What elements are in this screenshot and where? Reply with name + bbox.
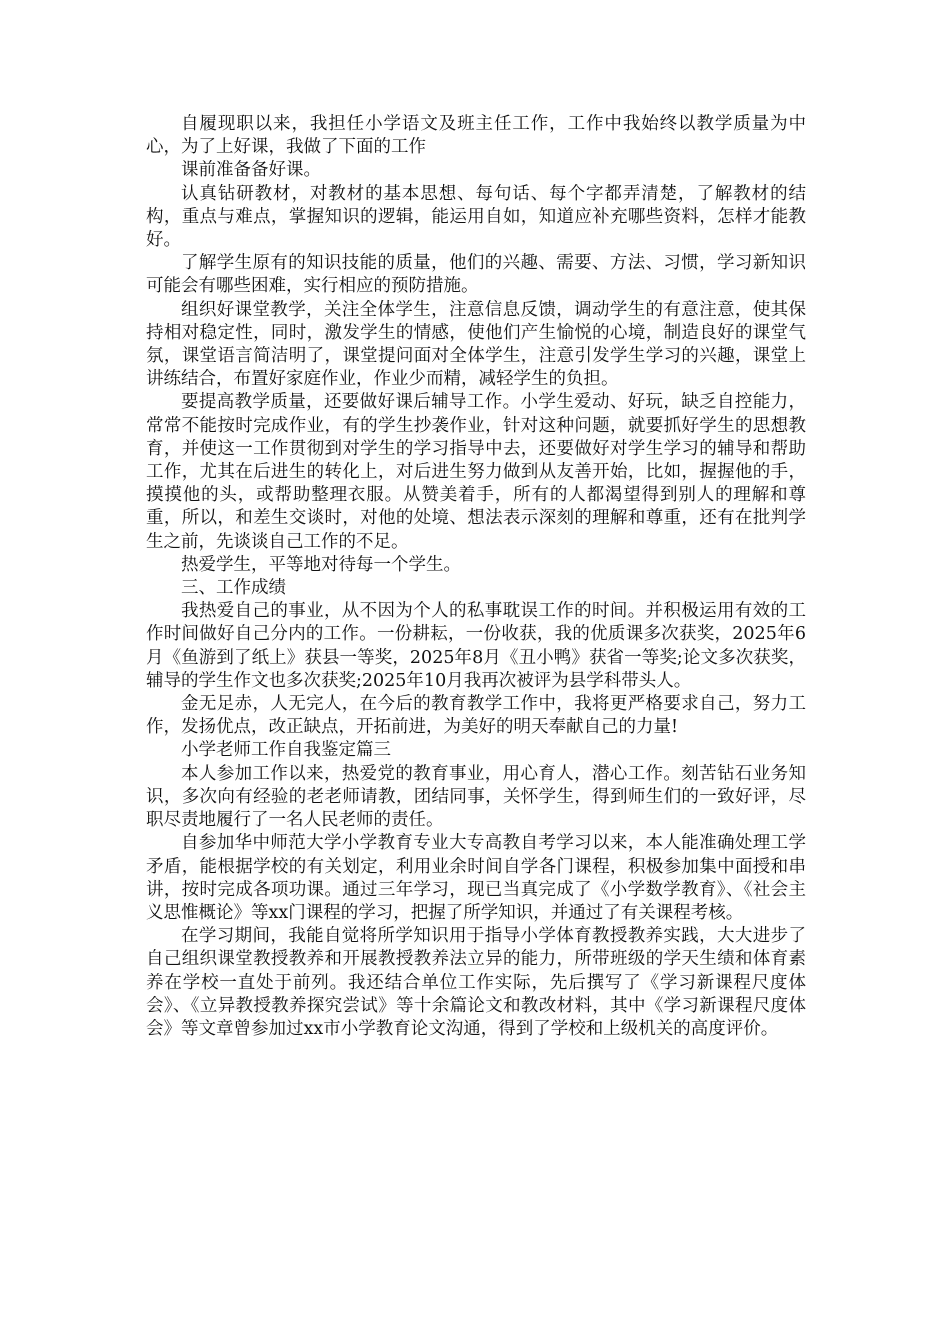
paragraph-study-period: 在学习期间，我能自觉将所学知识用于指导小学体育教授教养实践，大大进步了自己组织课堂教授教养和开展教授教养法立异的能力，所带班级的学天生绩和体育素养在学校一直处于前列。我还结合单位工作实际，先后撰写了《学习新课程尺度体会》、《立异教授教养探究尝试》等十余篇论文和教改材料，其中《学习新课程尺度体会》等文章曾参加过xx市小学教育论文沟通，得到了学校和上级机关的高度评价。 [146,926,806,1039]
paragraph-study-materials: 认真钻研教材，对教材的基本思想、每句话、每个字都弄清楚，了解教材的结构，重点与难点，掌握知识的逻辑，能运用自如，知道应补充哪些资料，怎样才能教好。 [146,183,806,251]
paragraph-future-goals: 金无足赤，人无完人，在今后的教育教学工作中，我将更严格要求自己，努力工作，发扬优点，改正缺点，开拓前进，为美好的明天奉献自己的力量! [146,694,806,738]
paragraph-intro: 自履现职以来，我担任小学语文及班主任工作，工作中我始终以教学质量为中心，为了上好课，我做了下面的工作 [146,114,806,158]
paragraph-work-attitude: 本人参加工作以来，热爱党的教育事业，用心育人，潜心工作。刻苦钻石业务知识，多次向有经验的老老师请教，团结同事，关怀学生，得到师生们的一致好评，尽职尽责地履行了一名人民老师的责任。 [146,763,806,831]
paragraph-love-students: 热爱学生，平等地对待每一个学生。 [181,554,461,575]
paragraph-achievements: 我热爱自己的事业，从不因为个人的私事耽误工作的时间。并积极运用有效的工作时间做好自己分内的工作。一份耕耘，一份收获，我的优质课多次获奖，2025年6月《鱼游到了纸上》获县一等奖，2025年8月《丑小鸭》获省一等奖;论文多次获奖，辅导的学生作文也多次获奖;2025年10月我再次被评为县学科带头人。 [146,601,806,691]
paragraph-self-study: 自参加华中师范大学小学教育专业大专高教自考学习以来，本人能准确处理工学矛盾，能根据学校的有关划定，利用业余时间自学各门课程，积极参加集中面授和串讲，按时完成各项功课。通过三年学习，现已当真完成了《小学数学教育》、《社会主义思惟概论》等xx门课程的学习，把握了所学知识，并通过了有关课程考核。 [146,833,806,923]
paragraph-after-class-tutoring: 要提高教学质量，还要做好课后辅导工作。小学生爱动、好玩，缺乏自控能力，常常不能按时完成作业，有的学生抄袭作业，针对这种问题，就要抓好学生的思想教育，并使这一工作贯彻到对学生的学习指导中去，还要做好对学生学习的辅导和帮助工作，尤其在后进生的转化上，对后进生努力做到从友善开始，比如，握握他的手，摸摸他的头，或帮助整理衣服。从赞美着手，所有的人都渴望得到别人的理解和尊重，所以，和差生交谈时，对他的处境、想法表示深刻的理解和尊重，还有在批判学生之前，先谈谈自己工作的不足。 [146,392,806,552]
section-heading-achievements: 三、工作成绩 [181,578,286,599]
paragraph-lesson-prep: 课前准备备好课。 [181,160,321,181]
paragraph-understand-students: 了解学生原有的知识技能的质量，他们的兴趣、需要、方法、习惯，学习新知识可能会有哪些困难，实行相应的预防措施。 [146,253,806,297]
section-heading-part-three: 小学老师工作自我鉴定篇三 [181,740,391,761]
document-page [146,113,806,1041]
paragraph-classroom-teaching: 组织好课堂教学，关注全体学生，注意信息反馈，调动学生的有意注意，使其保持相对稳定性，同时，激发学生的情感，使他们产生愉悦的心境，制造良好的课堂气氛，课堂语言简洁明了，课堂提问面对全体学生，注意引发学生学习的兴趣，课堂上讲练结合，布置好家庭作业，作业少而精，减轻学生的负担。 [146,299,806,390]
